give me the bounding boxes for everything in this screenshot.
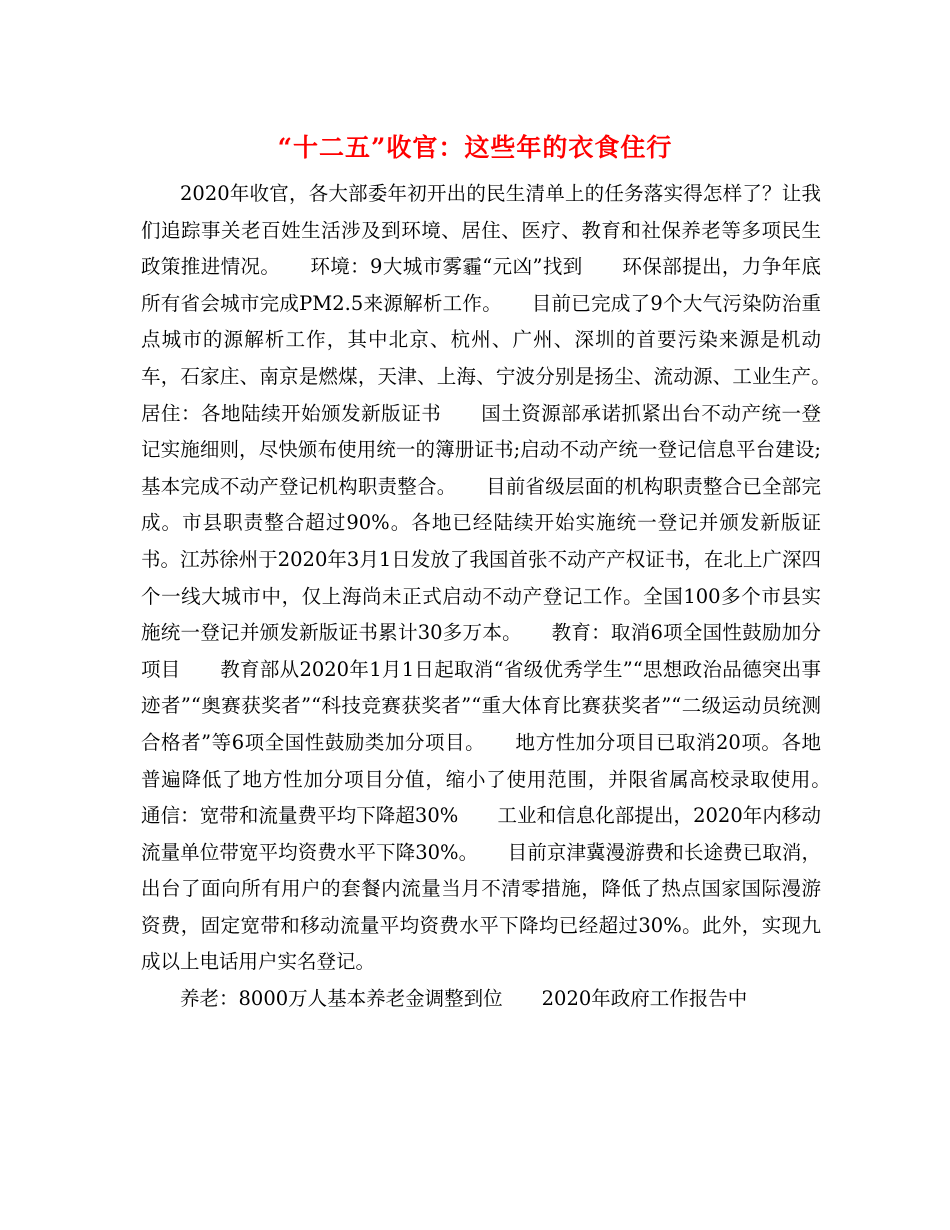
body-paragraph: 2020年收官，各大部委年初开出的民生清单上的任务落实得怎样了？让我们追踪事关老百姓生活涉及到环境、居住、医疗、教育和社保养老等多项民生政策推进情况。 环境：9大城市雾霾“元凶”找到 环保部提出，力争年底所有省会城市完成PM2.5来源解析工作。 目前已完成了9个大气污染防治重点城市的源解析工作，其中北京、杭州、广州、深圳的首要污染来源是机动车，石家庄、南京是燃煤，天津、上海、宁波分别是扬尘、流动源、工业生产。 居住：各地陆续开始颁发新版证书 国土资源部承诺抓紧出台不动产统一登记实施细则，尽快颁布使用统一的簿册证书;启动不动产统一登记信息平台建设;基本完成不动产登记机构职责整合。 目前省级层面的机构职责整合已全部完成。市县职责整合超过90%。各地已经陆续开始实施统一登记并颁发新版证书。江苏徐州于2020年3月1日发放了我国首张不动产产权证书，在北上广深四个一线大城市中，仅上海尚未正式启动不动产登记工作。全国100多个市县实施统一登记并颁发新版证书累计30多万本。 教育：取消6项全国性鼓励加分项目 教育部从2020年1月1日起取消“省级优秀学生”“思想政治品德突出事迹者”“奥赛获奖者”“科技竞赛获奖者”“重大体育比赛获奖者”“二级运动员统测合格者”等6项全国性鼓励类加分项目。 地方性加分项目已取消20项。各地普遍降低了地方性加分项目分值，缩小了使用范围，并限省属高校录取使用。 通信：宽带和流量费平均下降超30% 工业和信息化部提出，2020年内移动流量单位带宽平均资费水平下降30%。 目前京津冀漫游费和长途费已取消，出台了面向所有用户的套餐内流量当月不清零措施，降低了热点国家国际漫游资费，固定宽带和移动流量平均资费水平下降均已经超过30%。此外，实现九成以上电话用户实名登记。 (141, 182, 861, 974)
body-paragraph: 养老：8000万人基本养老金调整到位 2020年政府工作报告中 (180, 987, 748, 1011)
document-title: “十二五”收官：这些年的衣食住行 (277, 133, 673, 162)
document-body (141, 176, 861, 1018)
